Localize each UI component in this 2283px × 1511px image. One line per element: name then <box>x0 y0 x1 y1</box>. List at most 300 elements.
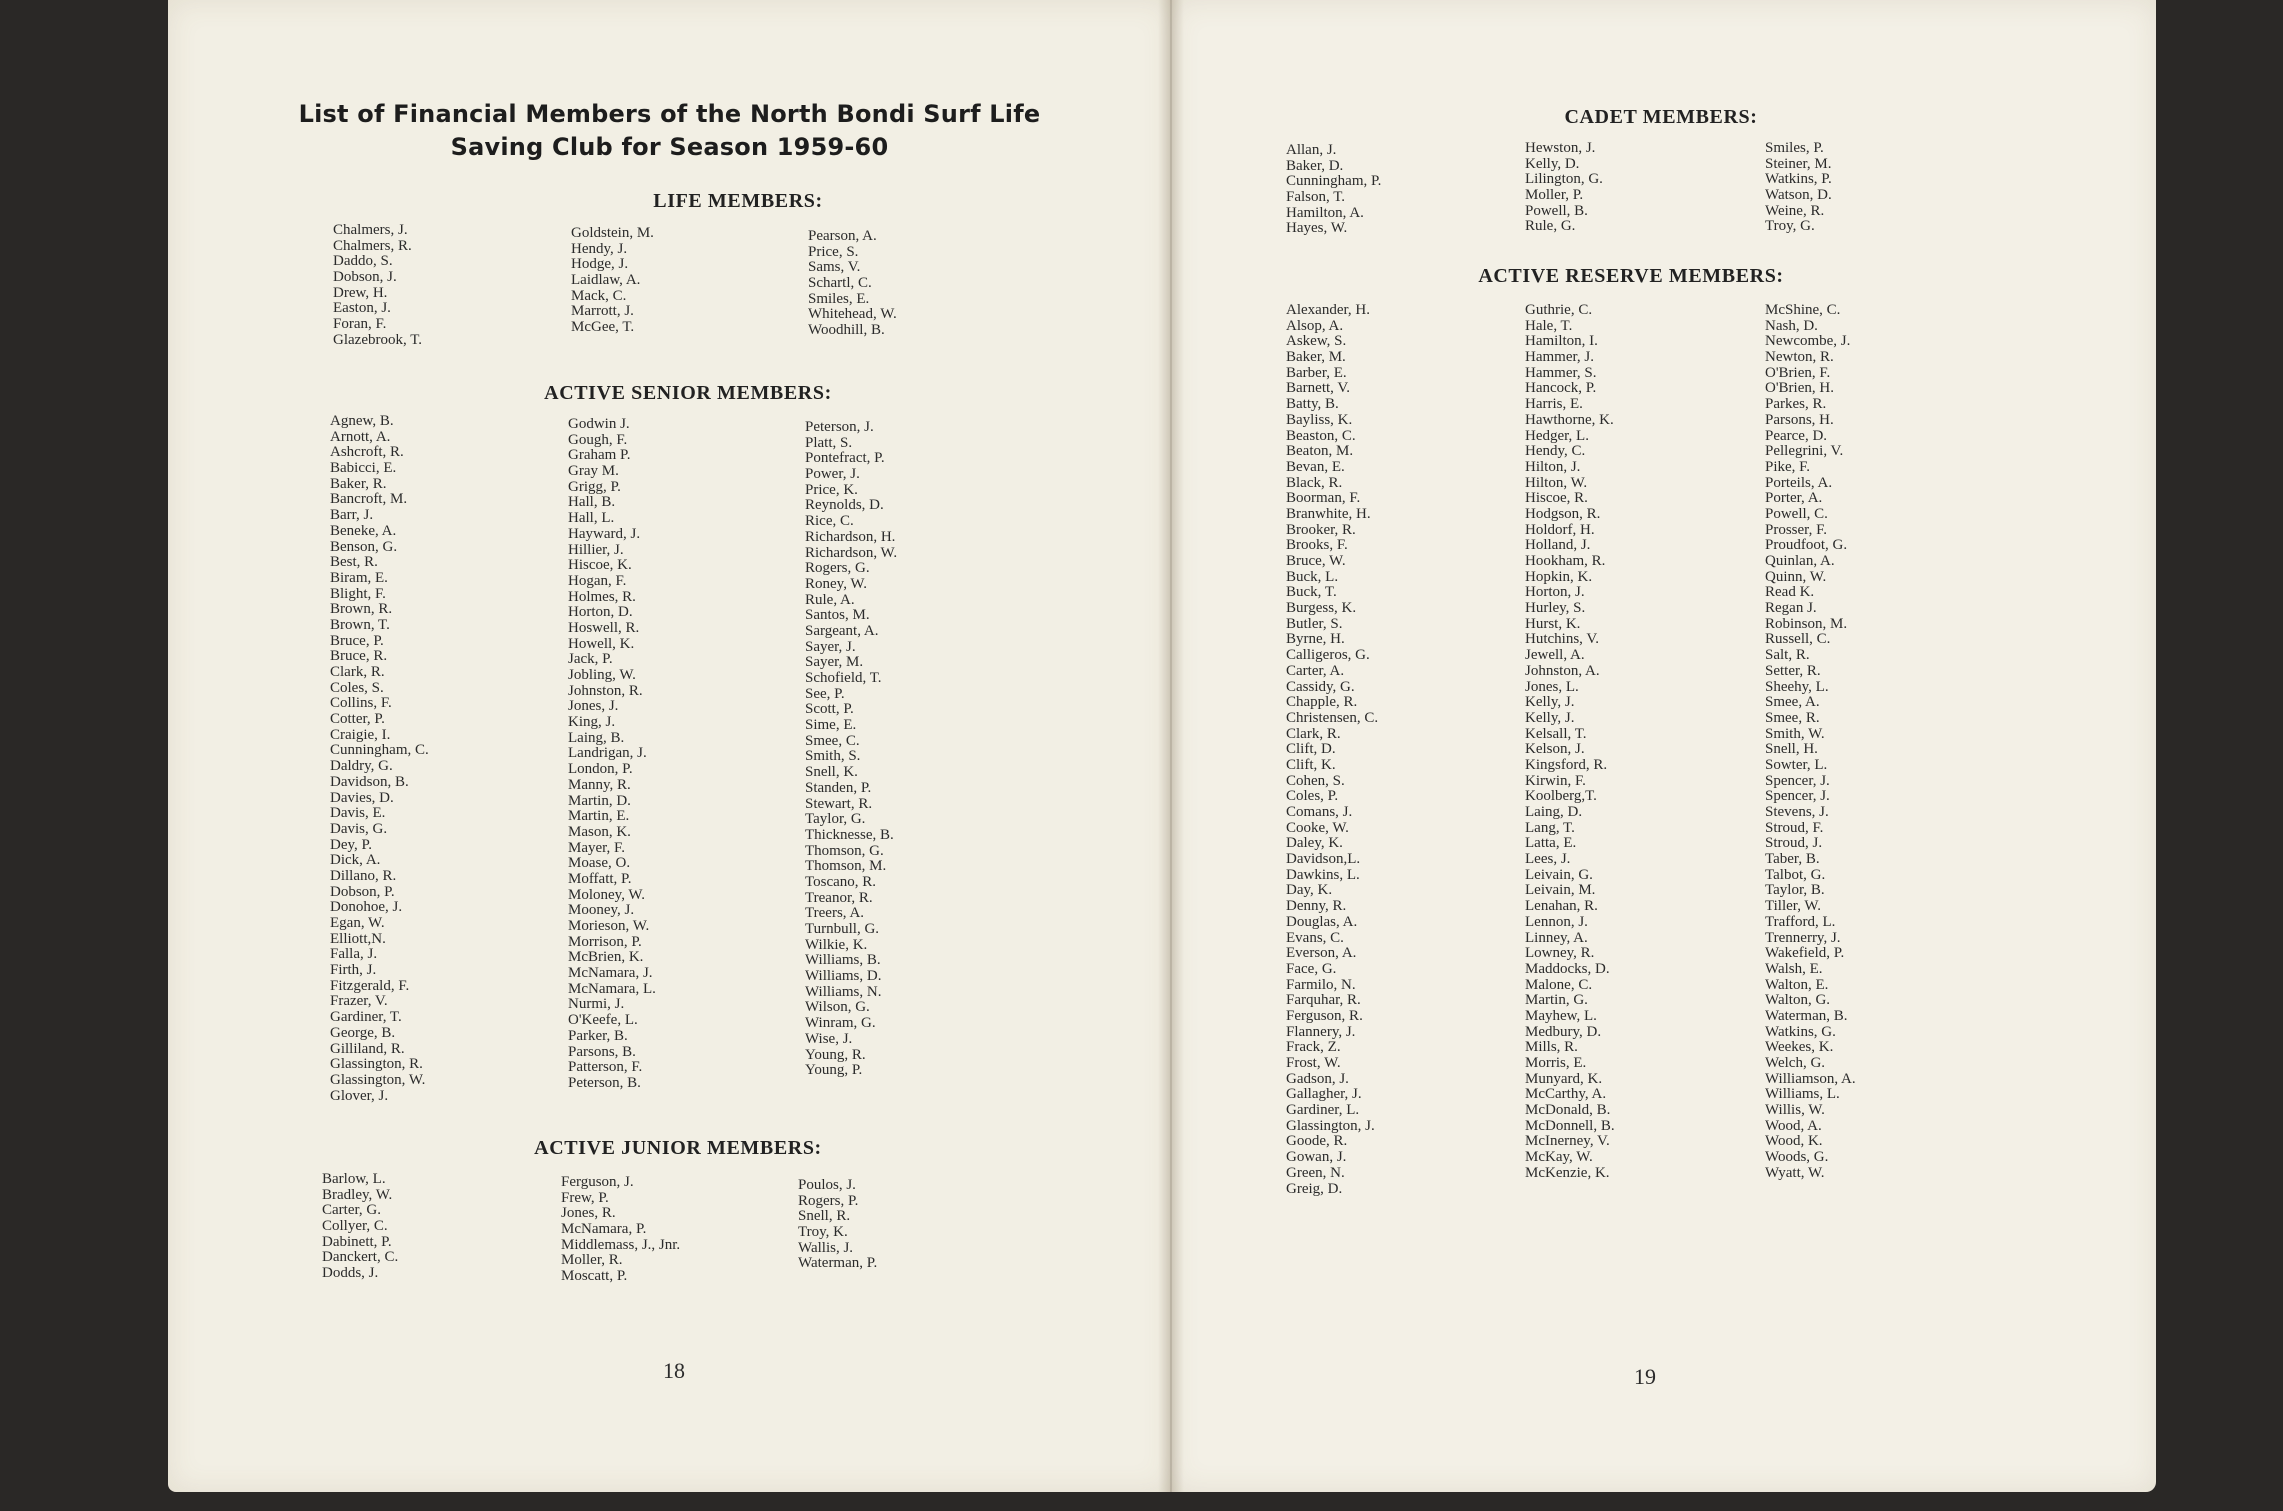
member-name: Brown, R. <box>330 601 393 618</box>
member-name: Carter, G. <box>322 1202 381 1219</box>
member-name: Foran, F. <box>333 316 387 333</box>
member-name: Jewell, A. <box>1525 647 1585 664</box>
member-name: Wyatt, W. <box>1765 1164 1825 1181</box>
member-name: Tiller, W. <box>1765 898 1821 915</box>
member-name: O'Brien, F. <box>1765 364 1831 381</box>
member-name: Farmilo, N. <box>1286 976 1356 993</box>
member-name: Mason, K. <box>568 823 631 840</box>
member-name: Danckert, C. <box>322 1249 399 1266</box>
member-name: Watkins, G. <box>1765 1023 1836 1040</box>
member-name: Calligeros, G. <box>1286 647 1370 664</box>
member-name: Taber, B. <box>1765 851 1820 868</box>
member-name: Snell, H. <box>1765 741 1818 758</box>
member-name: Hale, T. <box>1525 317 1573 334</box>
member-name: Morrison, P. <box>568 933 642 950</box>
member-name: Smee, C. <box>805 732 860 749</box>
member-name: Parsons, B. <box>568 1043 636 1060</box>
member-name: Rice, C. <box>805 513 854 530</box>
member-name: Bruce, P. <box>330 632 384 649</box>
member-name: Robinson, M. <box>1765 615 1848 632</box>
member-name: Smiles, P. <box>1765 140 1824 156</box>
member-name: Denny, R. <box>1286 898 1347 915</box>
member-name: Munyard, K. <box>1525 1070 1603 1087</box>
member-name: Jones, J. <box>568 698 619 715</box>
member-name: Wilkie, K. <box>805 936 868 953</box>
member-name: Graham P. <box>568 447 631 464</box>
member-name: O'Keefe, L. <box>568 1012 638 1029</box>
member-name: Linney, A. <box>1525 929 1588 946</box>
active-junior-column-1 <box>322 1172 398 1282</box>
member-name: Goode, R. <box>1286 1133 1348 1150</box>
member-name: Welch, G. <box>1765 1055 1826 1071</box>
member-name: See, P. <box>805 685 845 702</box>
member-name: Lees, J. <box>1525 851 1571 868</box>
member-name: Comans, J. <box>1286 804 1353 820</box>
member-name: Wilson, G. <box>805 999 870 1016</box>
member-name: Mooney, J. <box>568 902 635 919</box>
member-name: Walton, G. <box>1765 992 1831 1009</box>
member-name: Coles, S. <box>330 679 384 696</box>
cadet-members-column-3 <box>1765 141 1832 235</box>
member-name: Dodds, J. <box>322 1265 379 1282</box>
member-name: Leivain, G. <box>1525 866 1593 883</box>
member-name: Martin, G. <box>1525 992 1588 1009</box>
member-name: Glassington, W. <box>330 1071 426 1088</box>
member-name: Mayer, F. <box>568 839 625 856</box>
member-name: Toscano, R. <box>805 873 877 890</box>
member-name: Landrigan, J. <box>568 745 647 762</box>
member-name: Gadson, J. <box>1286 1070 1349 1087</box>
member-name: Evans, C. <box>1286 929 1344 946</box>
member-name: Smee, R. <box>1765 709 1820 726</box>
member-name: Wood, K. <box>1765 1133 1823 1150</box>
member-name: Bradley, W. <box>322 1186 393 1203</box>
member-name: Power, J. <box>805 466 860 483</box>
member-name: Mayhew, L. <box>1525 1007 1597 1024</box>
member-name: Hogan, F. <box>568 572 627 589</box>
member-name: Falla, J. <box>330 946 378 963</box>
member-name: Bayliss, K. <box>1286 411 1353 428</box>
right-page <box>1171 0 2156 1492</box>
member-name: Bruce, W. <box>1286 553 1346 569</box>
member-name: Firth, J. <box>330 962 377 979</box>
member-name: Davis, E. <box>330 805 386 822</box>
member-name: Ferguson, J. <box>561 1174 634 1190</box>
member-name: Spencer, J. <box>1765 788 1830 805</box>
member-name: Gilliland, R. <box>330 1040 405 1057</box>
member-name: Rule, A. <box>805 591 855 608</box>
member-name: Hiscoe, R. <box>1525 490 1588 507</box>
member-name: Pontefract, P. <box>805 450 885 467</box>
member-name: Jones, R. <box>561 1205 616 1222</box>
active-junior-heading: ACTIVE JUNIOR MEMBERS: <box>534 1137 822 1159</box>
member-name: McKenzie, K. <box>1525 1164 1610 1181</box>
member-name: Williams, B. <box>805 952 881 969</box>
member-name: Moffatt, P. <box>568 870 632 887</box>
member-name: Hodge, J. <box>571 256 629 273</box>
member-name: Quinn, W. <box>1765 568 1827 585</box>
member-name: Butler, S. <box>1286 615 1343 632</box>
member-name: Cohen, S. <box>1286 772 1345 789</box>
member-name: Jobling, W. <box>568 667 636 683</box>
member-name: Stevens, J. <box>1765 804 1829 820</box>
member-name: Williams, L. <box>1765 1086 1840 1103</box>
member-name: Walsh, E. <box>1765 960 1823 977</box>
member-name: Glazebrook, T. <box>333 331 422 348</box>
member-name: Thicknesse, B. <box>805 826 894 843</box>
member-name: Newcombe, J. <box>1765 333 1851 350</box>
member-name: Batty, B. <box>1286 396 1339 413</box>
member-name: Schofield, T. <box>805 670 882 686</box>
member-name: Gough, F. <box>568 431 628 448</box>
member-name: Clift, K. <box>1286 756 1336 773</box>
member-name: Cotter, P. <box>330 711 385 728</box>
member-name: Bruce, R. <box>330 648 388 665</box>
member-name: Laidlaw, A. <box>571 272 641 289</box>
member-name: Waterman, B. <box>1765 1007 1848 1024</box>
life-members-column-1 <box>333 223 422 349</box>
member-name: Collins, F. <box>330 695 392 712</box>
member-name: Godwin J. <box>568 416 630 432</box>
member-name: Horton, D. <box>568 604 633 621</box>
member-name: Martin, E. <box>568 808 630 825</box>
member-name: Barr, J. <box>330 507 374 524</box>
member-name: Hall, B. <box>568 494 616 511</box>
member-name: Barnett, V. <box>1286 380 1351 397</box>
member-name: Parkes, R. <box>1765 396 1827 413</box>
member-name: Davidson,L. <box>1286 851 1361 868</box>
member-name: Davis, G. <box>330 820 388 837</box>
member-name: Middlemass, J., Jnr. <box>561 1236 681 1253</box>
member-name: Craigie, I. <box>330 726 391 743</box>
member-name: Beneke, A. <box>330 522 397 539</box>
cadet-members-column-1 <box>1286 143 1381 237</box>
member-name: Hendy, C. <box>1525 443 1586 460</box>
member-name: Everson, A. <box>1286 945 1357 962</box>
member-name: Beaton, M. <box>1286 443 1354 460</box>
member-name: Ferguson, R. <box>1286 1007 1363 1024</box>
member-name: Collyer, C. <box>322 1218 388 1235</box>
member-name: Brown, T. <box>330 616 390 633</box>
member-name: Kelly, J. <box>1525 709 1575 726</box>
member-name: Holland, J. <box>1525 537 1591 554</box>
member-name: Medbury, D. <box>1525 1023 1602 1040</box>
member-name: Lennon, J. <box>1525 913 1588 930</box>
member-name: Buck, L. <box>1286 568 1339 585</box>
member-name: Clift, D. <box>1286 741 1336 758</box>
member-name: Davies, D. <box>330 789 394 806</box>
member-name: Green, N. <box>1286 1164 1345 1181</box>
member-name: Hilton, W. <box>1525 474 1588 491</box>
member-name: Dillano, R. <box>330 867 397 884</box>
member-name: Pike, F. <box>1765 458 1811 475</box>
member-name: Black, R. <box>1286 474 1343 491</box>
member-name: Frost, W. <box>1286 1055 1341 1071</box>
member-name: Taylor, G. <box>805 811 866 828</box>
member-name: Price, S. <box>808 243 859 260</box>
member-name: Latta, E. <box>1525 835 1577 852</box>
member-name: Leivain, M. <box>1525 882 1596 899</box>
member-name: Setter, R. <box>1765 662 1821 679</box>
member-name: Proudfoot, G. <box>1765 537 1848 554</box>
member-name: Porteils, A. <box>1765 474 1833 491</box>
member-name: Sowter, L. <box>1765 756 1828 773</box>
member-name: Williams, D. <box>805 968 882 985</box>
member-name: O'Brien, H. <box>1765 380 1834 397</box>
active-reserve-column-3 <box>1765 303 1856 1182</box>
member-name: Mills, R. <box>1525 1039 1578 1056</box>
member-name: Thomson, G. <box>805 842 884 859</box>
member-name: Martin, D. <box>568 792 631 809</box>
member-name: Chalmers, J. <box>333 222 408 238</box>
member-name: Rule, G. <box>1525 218 1576 235</box>
member-name: Dobson, P. <box>330 883 395 900</box>
member-name: Hamilton, A. <box>1286 204 1364 221</box>
member-name: Standen, P. <box>805 779 872 796</box>
member-name: Reynolds, D. <box>805 497 884 514</box>
member-name: Cassidy, G. <box>1286 678 1355 695</box>
member-name: Pearson, A. <box>808 228 877 244</box>
member-name: Williamson, A. <box>1765 1070 1856 1087</box>
member-name: Maddocks, D. <box>1525 960 1610 977</box>
member-name: Dick, A. <box>330 852 381 869</box>
member-name: London, P. <box>568 761 633 778</box>
member-name: Gowan, J. <box>1286 1149 1347 1166</box>
member-name: Jones, L. <box>1525 678 1579 695</box>
member-name: Koolberg,T. <box>1525 788 1597 805</box>
member-name: Nash, D. <box>1765 317 1818 334</box>
member-name: Jack, P. <box>568 651 613 668</box>
member-name: Smith, S. <box>805 748 861 765</box>
member-name: Moller, P. <box>1525 187 1584 204</box>
member-name: Young, R. <box>805 1046 866 1063</box>
member-name: Carter, A. <box>1286 662 1345 679</box>
member-name: Face, G. <box>1286 960 1337 977</box>
member-name: Young, P. <box>805 1062 863 1079</box>
member-name: Baker, M. <box>1286 349 1346 366</box>
member-name: Thomson, M. <box>805 858 887 875</box>
active-senior-column-2 <box>568 417 656 1092</box>
member-name: Russell, C. <box>1765 631 1831 648</box>
member-name: Alexander, H. <box>1286 302 1370 318</box>
member-name: Pellegrini, V. <box>1765 443 1844 460</box>
member-name: Dabinett, P. <box>322 1233 392 1250</box>
member-name: Sime, E. <box>805 717 857 734</box>
member-name: Wakefield, P. <box>1765 945 1845 962</box>
life-members-column-3 <box>808 229 897 339</box>
member-name: Chalmers, R. <box>333 237 412 254</box>
member-name: Powell, B. <box>1525 202 1588 219</box>
member-name: Boorman, F. <box>1286 490 1361 507</box>
member-name: Lenahan, R. <box>1525 898 1598 915</box>
member-name: Parsons, H. <box>1765 411 1834 428</box>
member-name: Flannery, J. <box>1286 1023 1356 1040</box>
member-name: Harris, E. <box>1525 396 1583 413</box>
member-name: Stroud, J. <box>1765 835 1823 852</box>
member-name: Brooks, F. <box>1286 537 1348 554</box>
member-name: Parker, B. <box>568 1027 628 1044</box>
cadet-members-column-2 <box>1525 141 1603 235</box>
member-name: Chapple, R. <box>1286 694 1358 711</box>
member-name: McInerney, V. <box>1525 1133 1610 1150</box>
member-name: Frew, P. <box>561 1189 609 1206</box>
member-name: Sayer, J. <box>805 638 856 655</box>
member-name: Lowney, R. <box>1525 945 1595 962</box>
member-name: Schartl, C. <box>808 275 872 292</box>
member-name: Kelly, J. <box>1525 694 1575 711</box>
life-members-column-2 <box>571 226 654 336</box>
member-name: Porter, A. <box>1765 490 1823 507</box>
member-name: Richardson, H. <box>805 528 896 545</box>
member-name: Arnott, A. <box>330 428 391 445</box>
member-name: Dey, P. <box>330 836 372 853</box>
member-name: Hall, L. <box>568 510 615 527</box>
member-name: Watson, D. <box>1765 187 1832 204</box>
member-name: Williams, N. <box>805 983 882 1000</box>
member-name: Hendy, J. <box>571 240 628 257</box>
member-name: Wallis, J. <box>798 1239 854 1256</box>
member-name: Falson, T. <box>1286 189 1346 206</box>
title-line-2: Saving Club for Season 1959-60 <box>450 133 889 161</box>
member-name: Kelly, D. <box>1525 155 1580 172</box>
member-name: Daddo, S. <box>333 253 393 270</box>
member-name: Holdorf, H. <box>1525 521 1595 538</box>
member-name: Spencer, J. <box>1765 772 1830 789</box>
member-name: Lilington, G. <box>1525 171 1603 188</box>
active-senior-column-3 <box>805 420 897 1079</box>
member-name: Bancroft, M. <box>330 491 408 508</box>
member-name: Hayward, J. <box>568 525 641 542</box>
member-name: Laing, D. <box>1525 804 1583 820</box>
member-name: Snell, K. <box>805 764 858 781</box>
member-name: Best, R. <box>330 554 378 571</box>
member-name: Day, K. <box>1286 882 1333 899</box>
member-name: Hilton, J. <box>1525 458 1581 475</box>
member-name: Walton, E. <box>1765 976 1829 993</box>
member-name: Waterman, P. <box>798 1255 878 1272</box>
member-name: Talbot, G. <box>1765 866 1826 883</box>
member-name: Frack, Z. <box>1286 1039 1341 1056</box>
member-name: Laing, B. <box>568 729 625 746</box>
member-name: Johnston, R. <box>568 682 643 699</box>
member-name: Barlow, L. <box>322 1171 386 1187</box>
member-name: Roney, W. <box>805 575 867 592</box>
member-name: Glassington, J. <box>1286 1117 1375 1134</box>
member-name: Sayer, M. <box>805 654 864 671</box>
member-name: Scott, P. <box>805 701 854 718</box>
member-name: Troy, G. <box>1765 218 1815 235</box>
member-name: Sargeant, A. <box>805 622 879 639</box>
member-name: Mack, C. <box>571 287 627 304</box>
member-name: Agnew, B. <box>330 413 394 429</box>
member-name: Sheehy, L. <box>1765 678 1829 695</box>
member-name: Peterson, B. <box>568 1074 641 1091</box>
member-name: Quinlan, A. <box>1765 553 1835 569</box>
member-name: Powell, C. <box>1765 505 1828 522</box>
member-name: Egan, W. <box>330 915 385 931</box>
page-number-left: 18 <box>663 1358 685 1383</box>
member-name: Treers, A. <box>805 905 865 922</box>
member-name: Cunningham, P. <box>1286 173 1382 190</box>
member-name: Dobson, J. <box>333 269 397 286</box>
member-name: McGee, T. <box>571 319 635 336</box>
member-name: Holmes, R. <box>568 588 636 605</box>
member-name: Smith, W. <box>1765 725 1825 742</box>
member-name: Hammer, J. <box>1525 349 1594 366</box>
member-name: Moscatt, P. <box>561 1268 628 1285</box>
member-name: Hoswell, R. <box>568 619 640 636</box>
member-name: Moller, R. <box>561 1252 623 1269</box>
member-name: Barber, E. <box>1286 364 1347 381</box>
member-name: Donohoe, J. <box>330 899 403 916</box>
member-name: Troy, K. <box>798 1224 848 1241</box>
member-name: Kelsall, T. <box>1525 725 1587 742</box>
member-name: Regan J. <box>1765 600 1817 617</box>
document-title <box>168 98 1171 164</box>
title-line-1: List of Financial Members of the North Bondi Surf Life <box>298 100 1041 128</box>
member-name: Christensen, C. <box>1286 709 1379 726</box>
active-senior-heading: ACTIVE SENIOR MEMBERS: <box>544 382 832 404</box>
member-name: Daldry, G. <box>330 758 393 775</box>
member-name: Glassington, R. <box>330 1056 423 1073</box>
member-name: Askew, S. <box>1286 333 1347 350</box>
member-name: Hammer, S. <box>1525 364 1597 381</box>
member-name: Wise, J. <box>805 1030 853 1047</box>
member-name: Smiles, E. <box>808 290 870 307</box>
member-name: Ashcroft, R. <box>330 444 404 461</box>
member-name: McNamara, L. <box>568 980 656 997</box>
member-name: Alsop, A. <box>1286 317 1344 334</box>
member-name: Read K. <box>1765 584 1815 601</box>
member-name: Prosser, F. <box>1765 521 1827 538</box>
member-name: Frazer, V. <box>330 993 388 1010</box>
member-name: Hodgson, R. <box>1525 505 1601 522</box>
member-name: Treanor, R. <box>805 889 873 906</box>
member-name: McShine, C. <box>1765 302 1841 318</box>
member-name: Santos, M. <box>805 607 870 624</box>
member-name: Rogers, G. <box>805 560 870 577</box>
member-name: Nurmi, J. <box>568 996 625 1013</box>
member-name: McBrien, K. <box>568 949 644 966</box>
member-name: Malone, C. <box>1525 976 1593 993</box>
member-name: Marrott, J. <box>571 303 634 320</box>
member-name: Woodhill, B. <box>808 322 885 339</box>
member-name: Winram, G. <box>805 1015 876 1032</box>
member-name: Goldstein, M. <box>571 225 654 241</box>
member-name: Moase, O. <box>568 855 631 872</box>
member-name: Weekes, K. <box>1765 1039 1834 1056</box>
member-name: Hopkin, K. <box>1525 568 1593 585</box>
member-name: Elliott,N. <box>330 930 386 947</box>
member-name: Turnbull, G. <box>805 921 880 937</box>
active-reserve-heading: ACTIVE RESERVE MEMBERS: <box>1478 265 1784 287</box>
member-name: Clark, R. <box>330 664 385 680</box>
member-name: Brooker, R. <box>1286 521 1356 538</box>
member-name: Morris, E. <box>1525 1055 1587 1071</box>
member-name: Coles, P. <box>1286 788 1339 805</box>
member-name: Stewart, R. <box>805 795 873 812</box>
life-members-heading: LIFE MEMBERS: <box>653 190 823 212</box>
book-gutter <box>1158 0 1184 1492</box>
member-name: Howell, K. <box>568 635 635 652</box>
member-name: Drew, H. <box>333 284 388 301</box>
active-reserve-column-2 <box>1525 303 1615 1182</box>
member-name: Johnston, A. <box>1525 662 1600 679</box>
member-name: Guthrie, C. <box>1525 302 1593 318</box>
member-name: Hamilton, I. <box>1525 333 1598 350</box>
member-name: Fitzgerald, F. <box>330 977 410 994</box>
member-name: Cooke, W. <box>1286 819 1349 836</box>
